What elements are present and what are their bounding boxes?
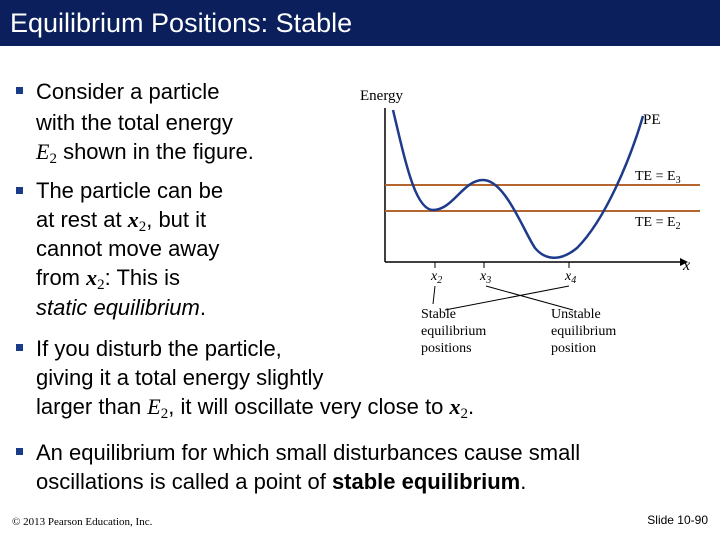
x4-label: $x_4$ (565, 269, 577, 286)
bullet3-line1: If you disturb the particle, (36, 336, 282, 361)
stable-leader-x2 (433, 286, 435, 304)
slide-number: Slide 10-90 (647, 513, 708, 527)
stable-label: Stable equilibrium positions (421, 307, 487, 356)
te3-label: TE = $E_3$ (635, 169, 681, 186)
pe-curve (393, 110, 643, 258)
x3-label: $x_3$ (480, 269, 492, 286)
bullet1-line1: Consider a particle (36, 79, 220, 104)
bullet1-line3: $E_2$ shown in the figure. (36, 139, 254, 167)
bullet-marker (16, 344, 23, 351)
bullet2-line3: cannot move away (36, 236, 220, 261)
bullet2-line4: from $x_2$: This is (36, 265, 181, 293)
title-bar (0, 0, 720, 46)
slide-title: Equilibrium Positions: Stable (10, 8, 353, 38)
bullet-marker (16, 87, 23, 94)
energy-diagram (355, 80, 705, 365)
bullet3-line3: larger than $E_2$, it will oscillate very close to $x_2$. (36, 394, 475, 422)
bullet-marker (16, 187, 23, 194)
bullet1-line2: with the total energy (36, 110, 233, 135)
te2-label: TE = $E_2$ (635, 215, 681, 232)
bullet2-line5: static equilibrium. (36, 295, 206, 320)
energy-symbol: E (36, 139, 50, 164)
bullet3-line2: giving it a total energy slightly (36, 365, 324, 390)
copyright: © 2013 Pearson Education, Inc. (12, 516, 153, 528)
x2-label: $x_2$ (431, 269, 443, 286)
pe-label: PE (643, 112, 661, 128)
bullet2-line1: The particle can be (36, 178, 224, 203)
bullet4-line2: oscillations is called a point of stable equilibrium. (36, 469, 527, 494)
bullet4-line1: An equilibrium for which small disturbances cause small (36, 440, 581, 465)
bullet-marker (16, 448, 23, 455)
unstable-label: Unstable equilibrium position (551, 307, 617, 356)
x-axis-label: x (683, 257, 691, 274)
y-axis-label: Energy (360, 88, 404, 104)
bullet2-line2: at rest at $x_2$, but it (36, 207, 207, 235)
